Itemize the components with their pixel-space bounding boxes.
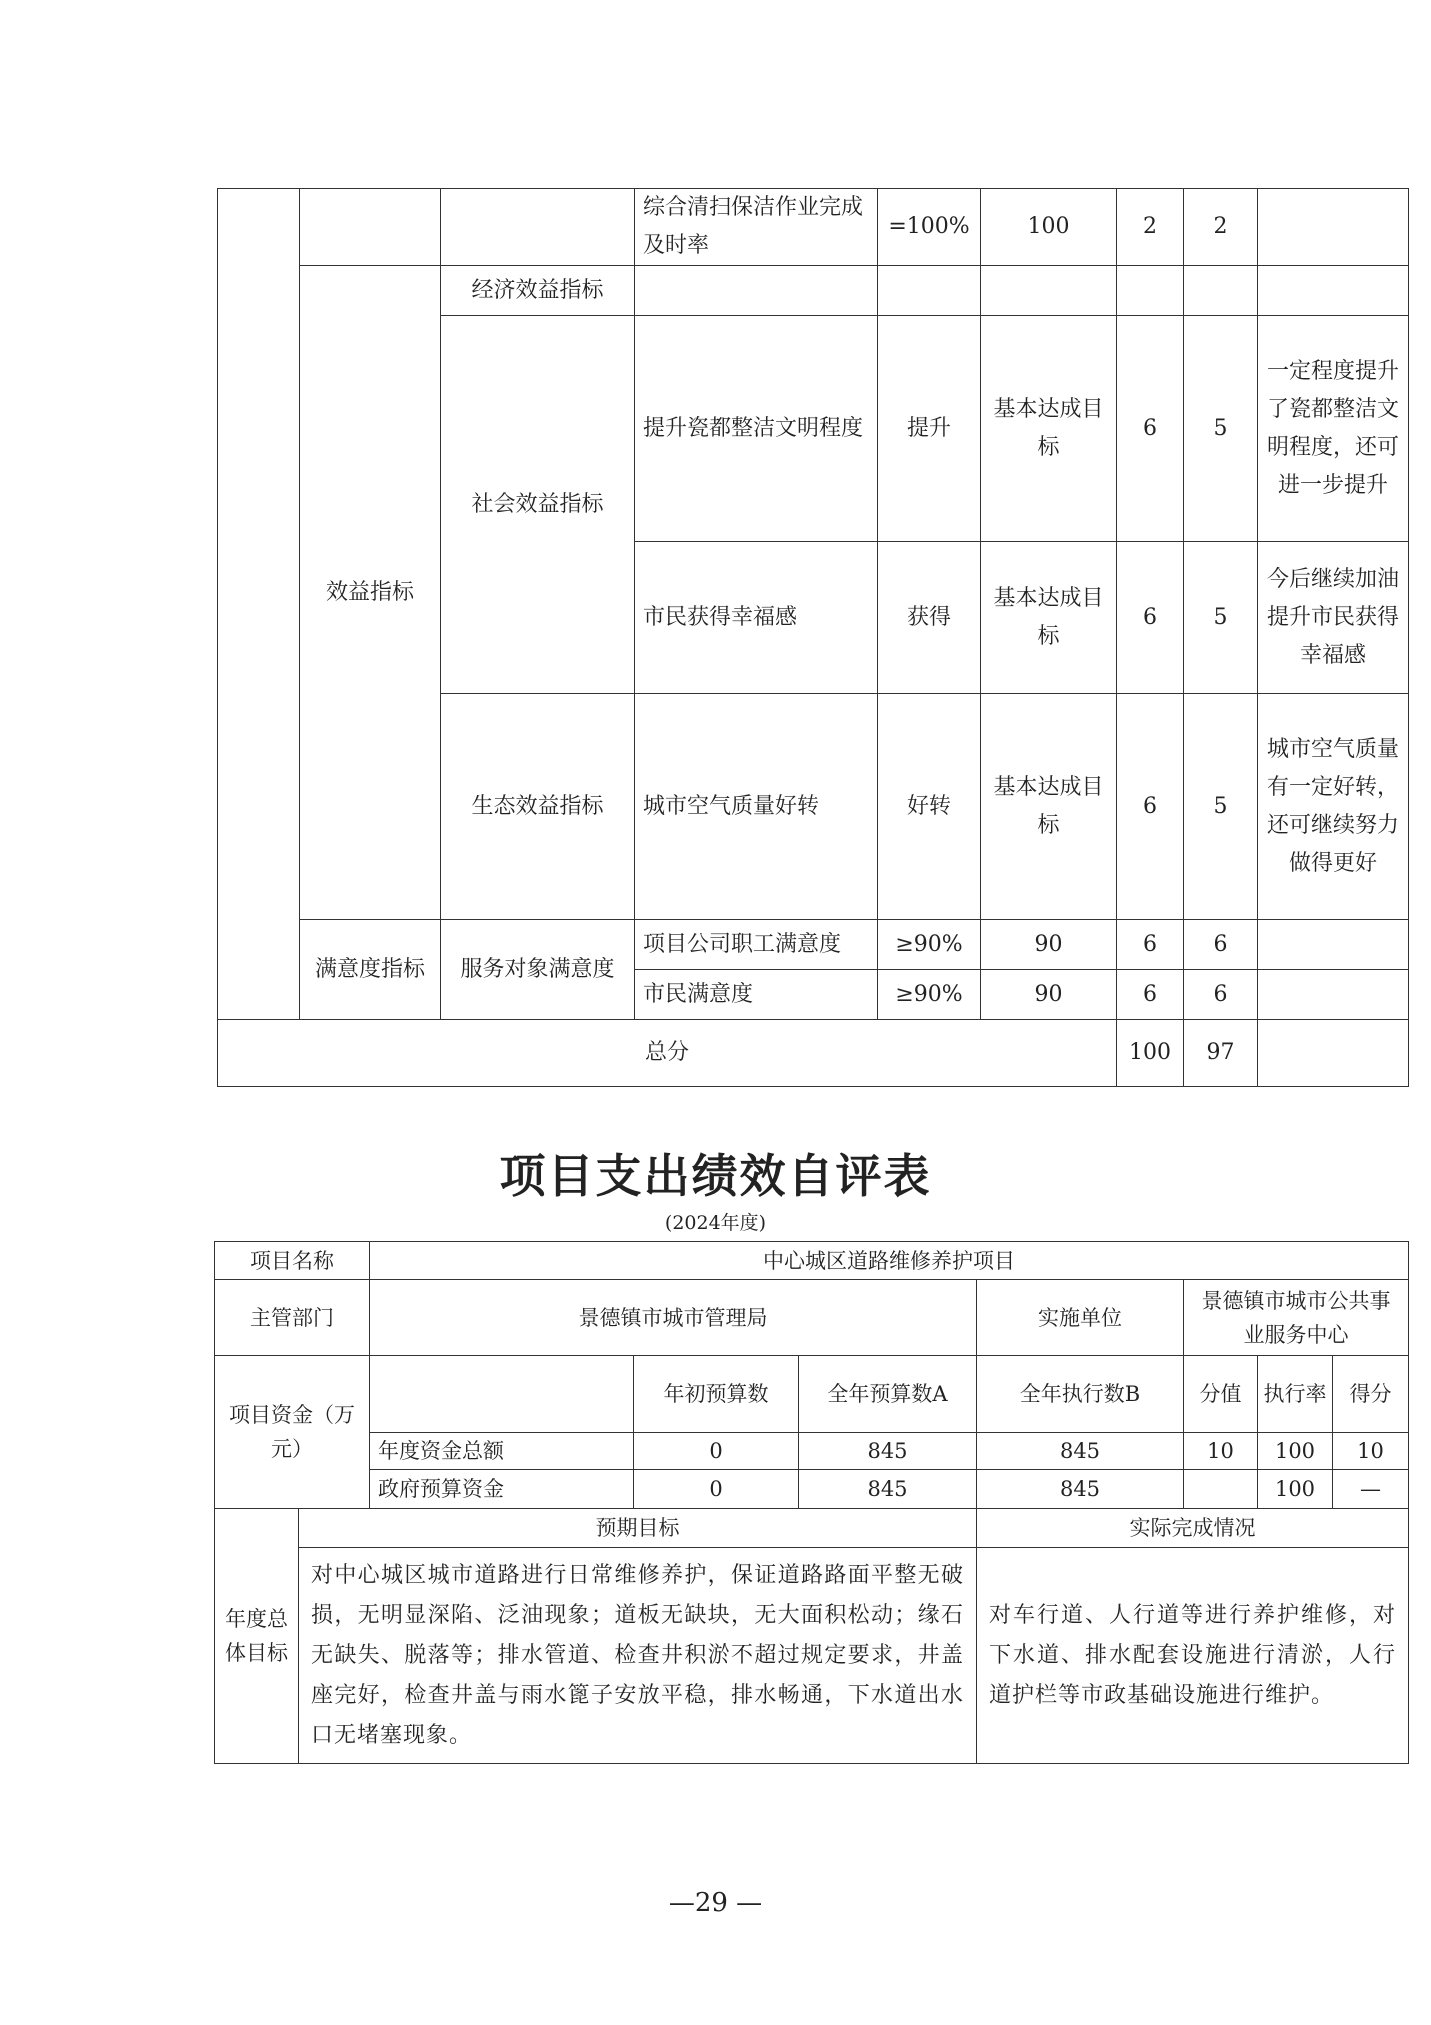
score-cell: 2 — [1184, 189, 1258, 266]
column-header: 全年执行数B — [977, 1356, 1184, 1433]
service-label: 服务对象满意度 — [441, 920, 635, 1020]
indicator-cell: 项目公司职工满意度 — [635, 920, 878, 970]
actual-cell: 基本达成目标 — [981, 316, 1117, 542]
indicator-cell: 提升瓷都整洁文明程度 — [635, 316, 878, 542]
cell: 100 — [1258, 1470, 1333, 1509]
actual-text: 对车行道、人行道等进行养护维修，对下水道、排水配套设施进行清淤，人行道护栏等市政基础设施进行维护。 — [977, 1548, 1409, 1764]
benefit-label: 效益指标 — [300, 266, 441, 920]
cell: 0 — [634, 1470, 799, 1509]
indicator-cell: 综合清扫保洁作业完成及时率 — [635, 189, 878, 266]
cell: — — [1333, 1470, 1409, 1509]
indicator-cell: 市民满意度 — [635, 970, 878, 1020]
total-row — [218, 1020, 1409, 1087]
column-header: 分值 — [1184, 1356, 1258, 1433]
score-value-cell: 6 — [1117, 920, 1184, 970]
category-cell — [218, 189, 300, 1020]
target-cell: 提升 — [878, 316, 981, 542]
cell: 845 — [799, 1470, 977, 1509]
target-cell: 获得 — [878, 542, 981, 694]
score-value-cell: 6 — [1117, 970, 1184, 1020]
note-cell: 城市空气质量有一定好转，还可继续努力做得更好 — [1258, 694, 1409, 920]
row-label: 政府预算资金 — [370, 1470, 634, 1509]
total-value: 100 — [1117, 1020, 1184, 1087]
target-cell: ≥90% — [878, 970, 981, 1020]
score-cell: 5 — [1184, 316, 1258, 542]
table-row — [215, 1242, 1409, 1280]
total-score: 97 — [1184, 1020, 1258, 1087]
actual-cell: 90 — [981, 970, 1117, 1020]
table-row — [215, 1509, 1409, 1548]
cell: 100 — [1258, 1433, 1333, 1470]
target-cell: ≥90% — [878, 920, 981, 970]
cell: 845 — [977, 1470, 1184, 1509]
column-header: 年初预算数 — [634, 1356, 799, 1433]
table-row — [215, 1470, 1409, 1509]
column-header: 全年预算数A — [799, 1356, 977, 1433]
page-number: —29 — — [668, 1888, 763, 1918]
score-value-cell: 2 — [1117, 189, 1184, 266]
actual-cell: 100 — [981, 189, 1117, 266]
cell: 10 — [1184, 1433, 1258, 1470]
project-name-value: 中心城区道路维修养护项目 — [370, 1242, 1409, 1280]
actual-cell: 基本达成目标 — [981, 542, 1117, 694]
cell — [1184, 1470, 1258, 1509]
table-row — [218, 266, 1409, 316]
fund-label: 项目资金（万元） — [215, 1356, 370, 1509]
cell: 0 — [634, 1433, 799, 1470]
economic-label: 经济效益指标 — [441, 266, 635, 316]
score-value-cell: 6 — [1117, 316, 1184, 542]
total-label: 总分 — [218, 1020, 1117, 1087]
goal-label: 年度总体目标 — [215, 1509, 299, 1764]
unit-value: 景德镇市城市公共事业服务中心 — [1184, 1280, 1409, 1356]
note-cell: 今后继续加油提升市民获得幸福感 — [1258, 542, 1409, 694]
column-header: 执行率 — [1258, 1356, 1333, 1433]
note-cell: 一定程度提升了瓷都整洁文明程度，还可进一步提升 — [1258, 316, 1409, 542]
expected-label: 预期目标 — [299, 1509, 977, 1548]
table-row — [215, 1280, 1409, 1356]
table-row — [215, 1433, 1409, 1470]
performance-indicator-table-continued — [217, 188, 1409, 1087]
table-row — [218, 920, 1409, 970]
table-row — [218, 189, 1409, 266]
table-header-row — [215, 1356, 1409, 1433]
unit-label: 实施单位 — [977, 1280, 1184, 1356]
page-title: 项目支出绩效自评表 — [499, 1149, 932, 1203]
score-cell: 5 — [1184, 694, 1258, 920]
eco-label: 生态效益指标 — [441, 694, 635, 920]
dept-label: 主管部门 — [215, 1280, 370, 1356]
dept-value: 景德镇市城市管理局 — [370, 1280, 977, 1356]
expected-text: 对中心城区城市道路进行日常维修养护，保证道路路面平整无破损，无明显深陷、泛油现象；道板无缺块，无大面积松动；缘石无缺失、脱落等；排水管道、检查井积淤不超过规定要求，井盖座完好，检查井盖与雨水篦子安放平稳，排水畅通，下水道出水口无堵塞现象。 — [299, 1548, 977, 1764]
actual-cell: 基本达成目标 — [981, 694, 1117, 920]
score-cell: 6 — [1184, 920, 1258, 970]
table-row — [215, 1548, 1409, 1764]
year-label: (2024年度) — [664, 1212, 767, 1234]
score-value-cell: 6 — [1117, 694, 1184, 920]
indicator-cell: 城市空气质量好转 — [635, 694, 878, 920]
score-value-cell: 6 — [1117, 542, 1184, 694]
indicator-cell: 市民获得幸福感 — [635, 542, 878, 694]
cell: 10 — [1333, 1433, 1409, 1470]
note-cell — [1258, 189, 1409, 266]
cell: 845 — [977, 1433, 1184, 1470]
cell: 845 — [799, 1433, 977, 1470]
target-cell: =100% — [878, 189, 981, 266]
actual-label: 实际完成情况 — [977, 1509, 1409, 1548]
score-cell: 6 — [1184, 970, 1258, 1020]
social-label: 社会效益指标 — [441, 316, 635, 694]
row-label: 年度资金总额 — [370, 1433, 634, 1470]
project-name-label: 项目名称 — [215, 1242, 370, 1280]
target-cell: 好转 — [878, 694, 981, 920]
self-evaluation-table — [214, 1241, 1409, 1764]
column-header: 得分 — [1333, 1356, 1409, 1433]
satisfaction-label: 满意度指标 — [300, 920, 441, 1020]
actual-cell: 90 — [981, 920, 1117, 970]
score-cell: 5 — [1184, 542, 1258, 694]
